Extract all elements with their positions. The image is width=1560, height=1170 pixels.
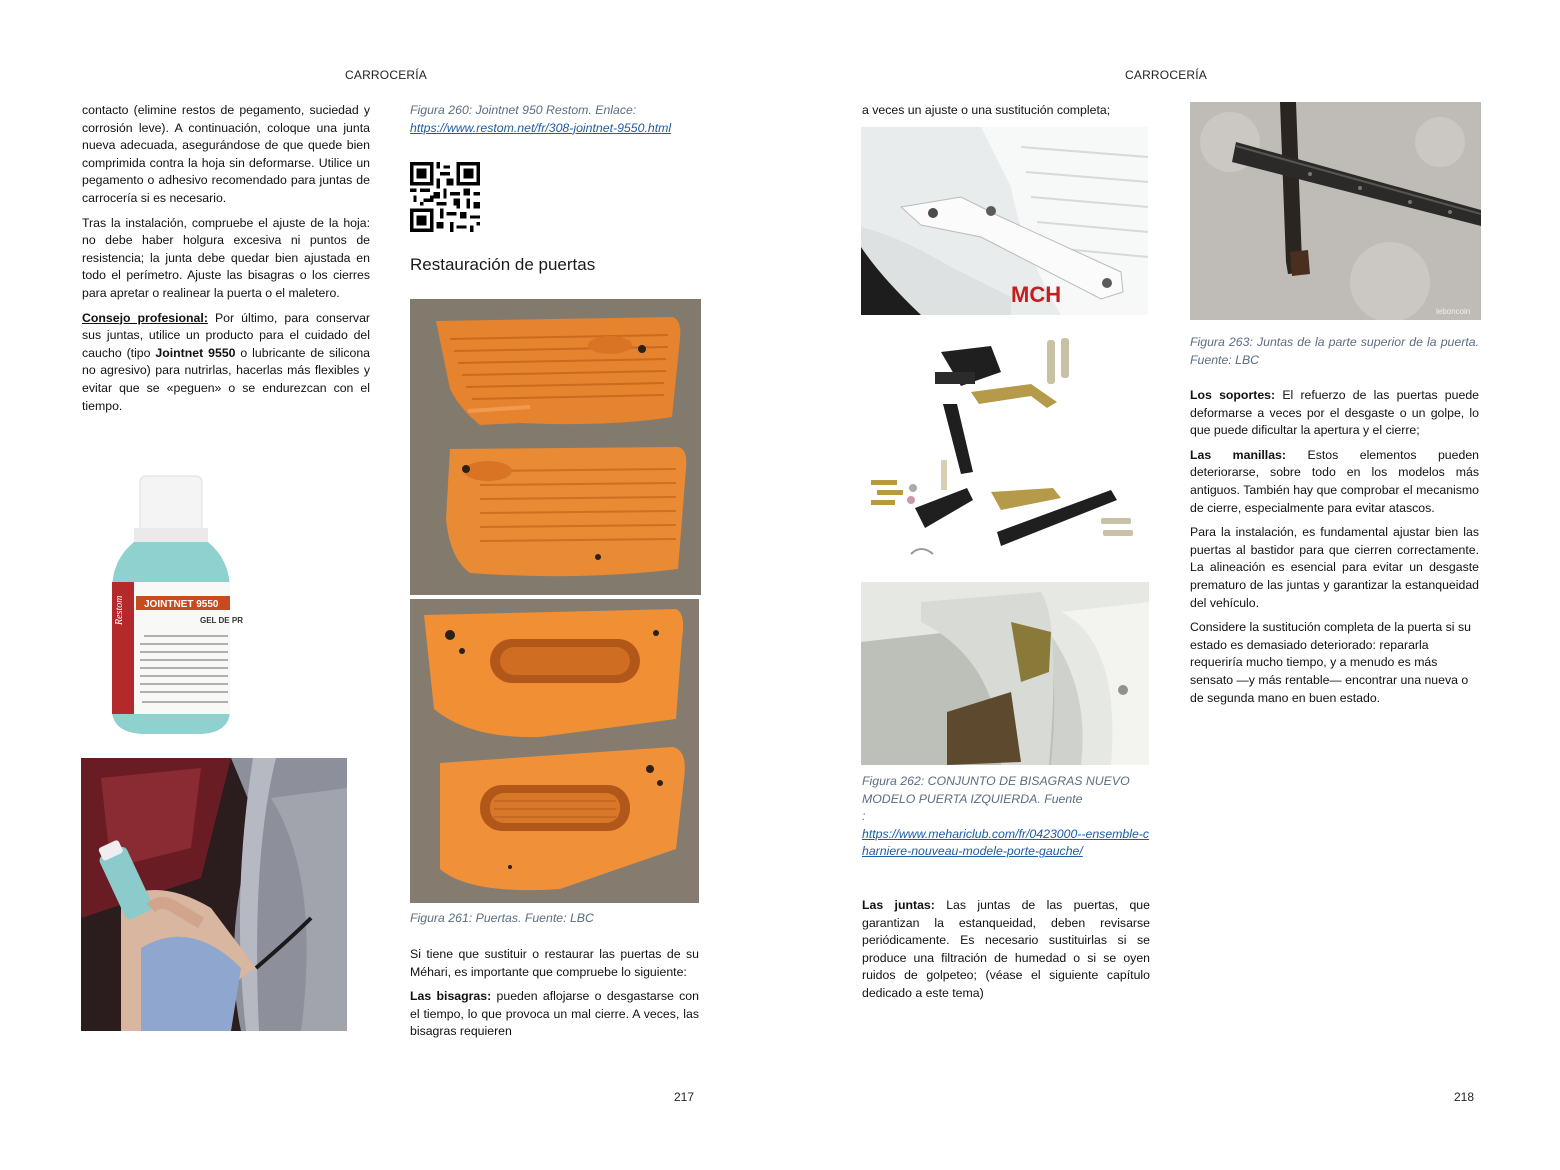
door-seal-application-photo [81,758,347,1031]
seals-paragraph [862,897,1150,1003]
hinge-kit-photo [861,332,1148,572]
supports-text: El refuerzo de las puertas puede deformarse a veces por el desgaste o un golpe, lo que puede dificultar la apertura y el cierre; [1190,388,1480,438]
figure-260-link[interactable]: https://www.restom.net/fr/308-jointnet-9550.html [410,120,672,135]
caption-text: Figura 260: Jointnet 950 Restom. Enlace: [410,103,637,117]
left-page-number: 217 [674,1090,695,1104]
product-name: Jointnet 9550 [155,345,236,360]
right-col1-text [862,897,1150,1010]
figure-260-caption [410,102,700,137]
right-col2-text [1190,387,1479,714]
photo-watermark: leboncoin [1436,307,1471,316]
paragraph: Para la instalación, es fundamental ajustar bien las puertas al bastidor para que cierren correctamente. La alineación es esencial para evitar un desgaste prematuro de las juntas y garantizar la estanqueidad del vehículo. [1190,525,1479,610]
jointnet-bottle-photo [82,470,250,740]
pro-tip-label: Consejo profesional: [82,310,208,325]
hinges-label: Las bisagras: [410,989,492,1004]
car-badge: MCH [1011,282,1062,307]
bottle-product: JOINTNET 9550 [144,599,219,610]
left-page-header: CARROCERÍA [345,68,428,82]
hinges-paragraph [410,988,699,1041]
figure-261-caption: Figura 261: Puertas. Fuente: LBC [410,911,594,925]
door-panels-inner-photo [410,599,699,903]
figure-262-link[interactable]: https://www.mehariclub.com/fr/0423000--ensemble-charniere-nouveau-modele-porte-gauche/ [862,826,1150,859]
caption-text: Figura 262: CONJUNTO DE BISAGRAS NUEVO MODELO PUERTA IZQUIERDA. Fuente [862,774,1130,806]
caption-colon: : [862,809,866,824]
pro-tip-text: Por último, para conservar sus juntas, utilice un producto para el cuidado del caucho (tipo [82,310,371,360]
paragraph: Considere la sustitución completa de la puerta si su estado es demasiado deteriorado: repararla requeriría mucho tiempo, y a menudo es más sensato —y más rentable— encontrar una nueva o de segunda mano en buen estado. [1190,620,1471,705]
seals-text: Las juntas de las puertas, que garantizan la estanqueidad, deben revisarse periódicamente. Es necesario sustituirlas si se produce una filtración de humedad o si se oyen ruidos de golpeteo; (véase el siguiente capítulo dedicado a este tema) [862,898,1150,1000]
pro-tip-paragraph [82,310,370,416]
right-page-number: 218 [1454,1090,1475,1104]
handles-text: Estos elementos pueden deteriorarse, sobre todo en los modelos más antiguos. También hay que comprobar el mecanismo de cierre, especialmente para evitar atascos. [1190,447,1479,515]
pro-tip-text: o lubricante de silicona no agresivo) para nutrirlas, hacerlas más flexibles y evitar que se «peguen» o se endurezcan con el tiempo. [82,345,370,413]
supports-paragraph [1190,387,1479,440]
paragraph: Si tiene que sustituir o restaurar las puertas de su Méhari, es importante que compruebe lo siguiente: [410,947,699,979]
hinges-text: pueden aflojarse o desgastarse con el tiempo, lo que provoca un mal cierre. A veces, las bisagras requieren [410,989,699,1039]
handles-label: Las manillas: [1190,447,1286,462]
car-door-hinge-photo [861,127,1148,315]
door-interior-hinge-photo [861,582,1149,765]
right-page-header: CARROCERÍA [1125,68,1208,82]
door-seal-strips-photo [1190,102,1481,320]
bottle-sub: GEL DE PR [200,616,243,625]
door-panels-outer-photo [410,299,701,595]
left-col1-text [82,102,370,422]
paragraph: Tras la instalación, compruebe el ajuste de la hoja: no debe haber holgura excesiva ni puntos de resistencia; la junta debe quedar bien ajustada en todo el perímetro. Ajuste las bisagras o los cierres para apretar o realinear la puerta o el maletero. [82,215,370,300]
left-col2-text [410,946,699,1048]
handles-paragraph [1190,447,1479,517]
supports-label: Los soportes: [1190,388,1276,402]
right-col1-top-text: a veces un ajuste o una sustitución completa; [862,103,1111,117]
paragraph: contacto (elimine restos de pegamento, suciedad y corrosión leve). A continuación, coloque una junta nueva adecuada, asegurándose de que quede bien comprimida contra la hoja sin deformarse. Utilice un pegamento o adhesivo recomendado para juntas de carrocería si es necesario. [82,103,370,205]
qr-code [410,162,480,232]
bottle-brand: Restom [114,595,125,625]
seals-label: Las juntas: [862,898,935,912]
figure-262-caption [862,773,1150,861]
figure-263-caption: Figura 263: Juntas de la parte superior de la puerta. Fuente: LBC [1190,335,1479,367]
section-heading: Restauración de puertas [410,255,596,274]
